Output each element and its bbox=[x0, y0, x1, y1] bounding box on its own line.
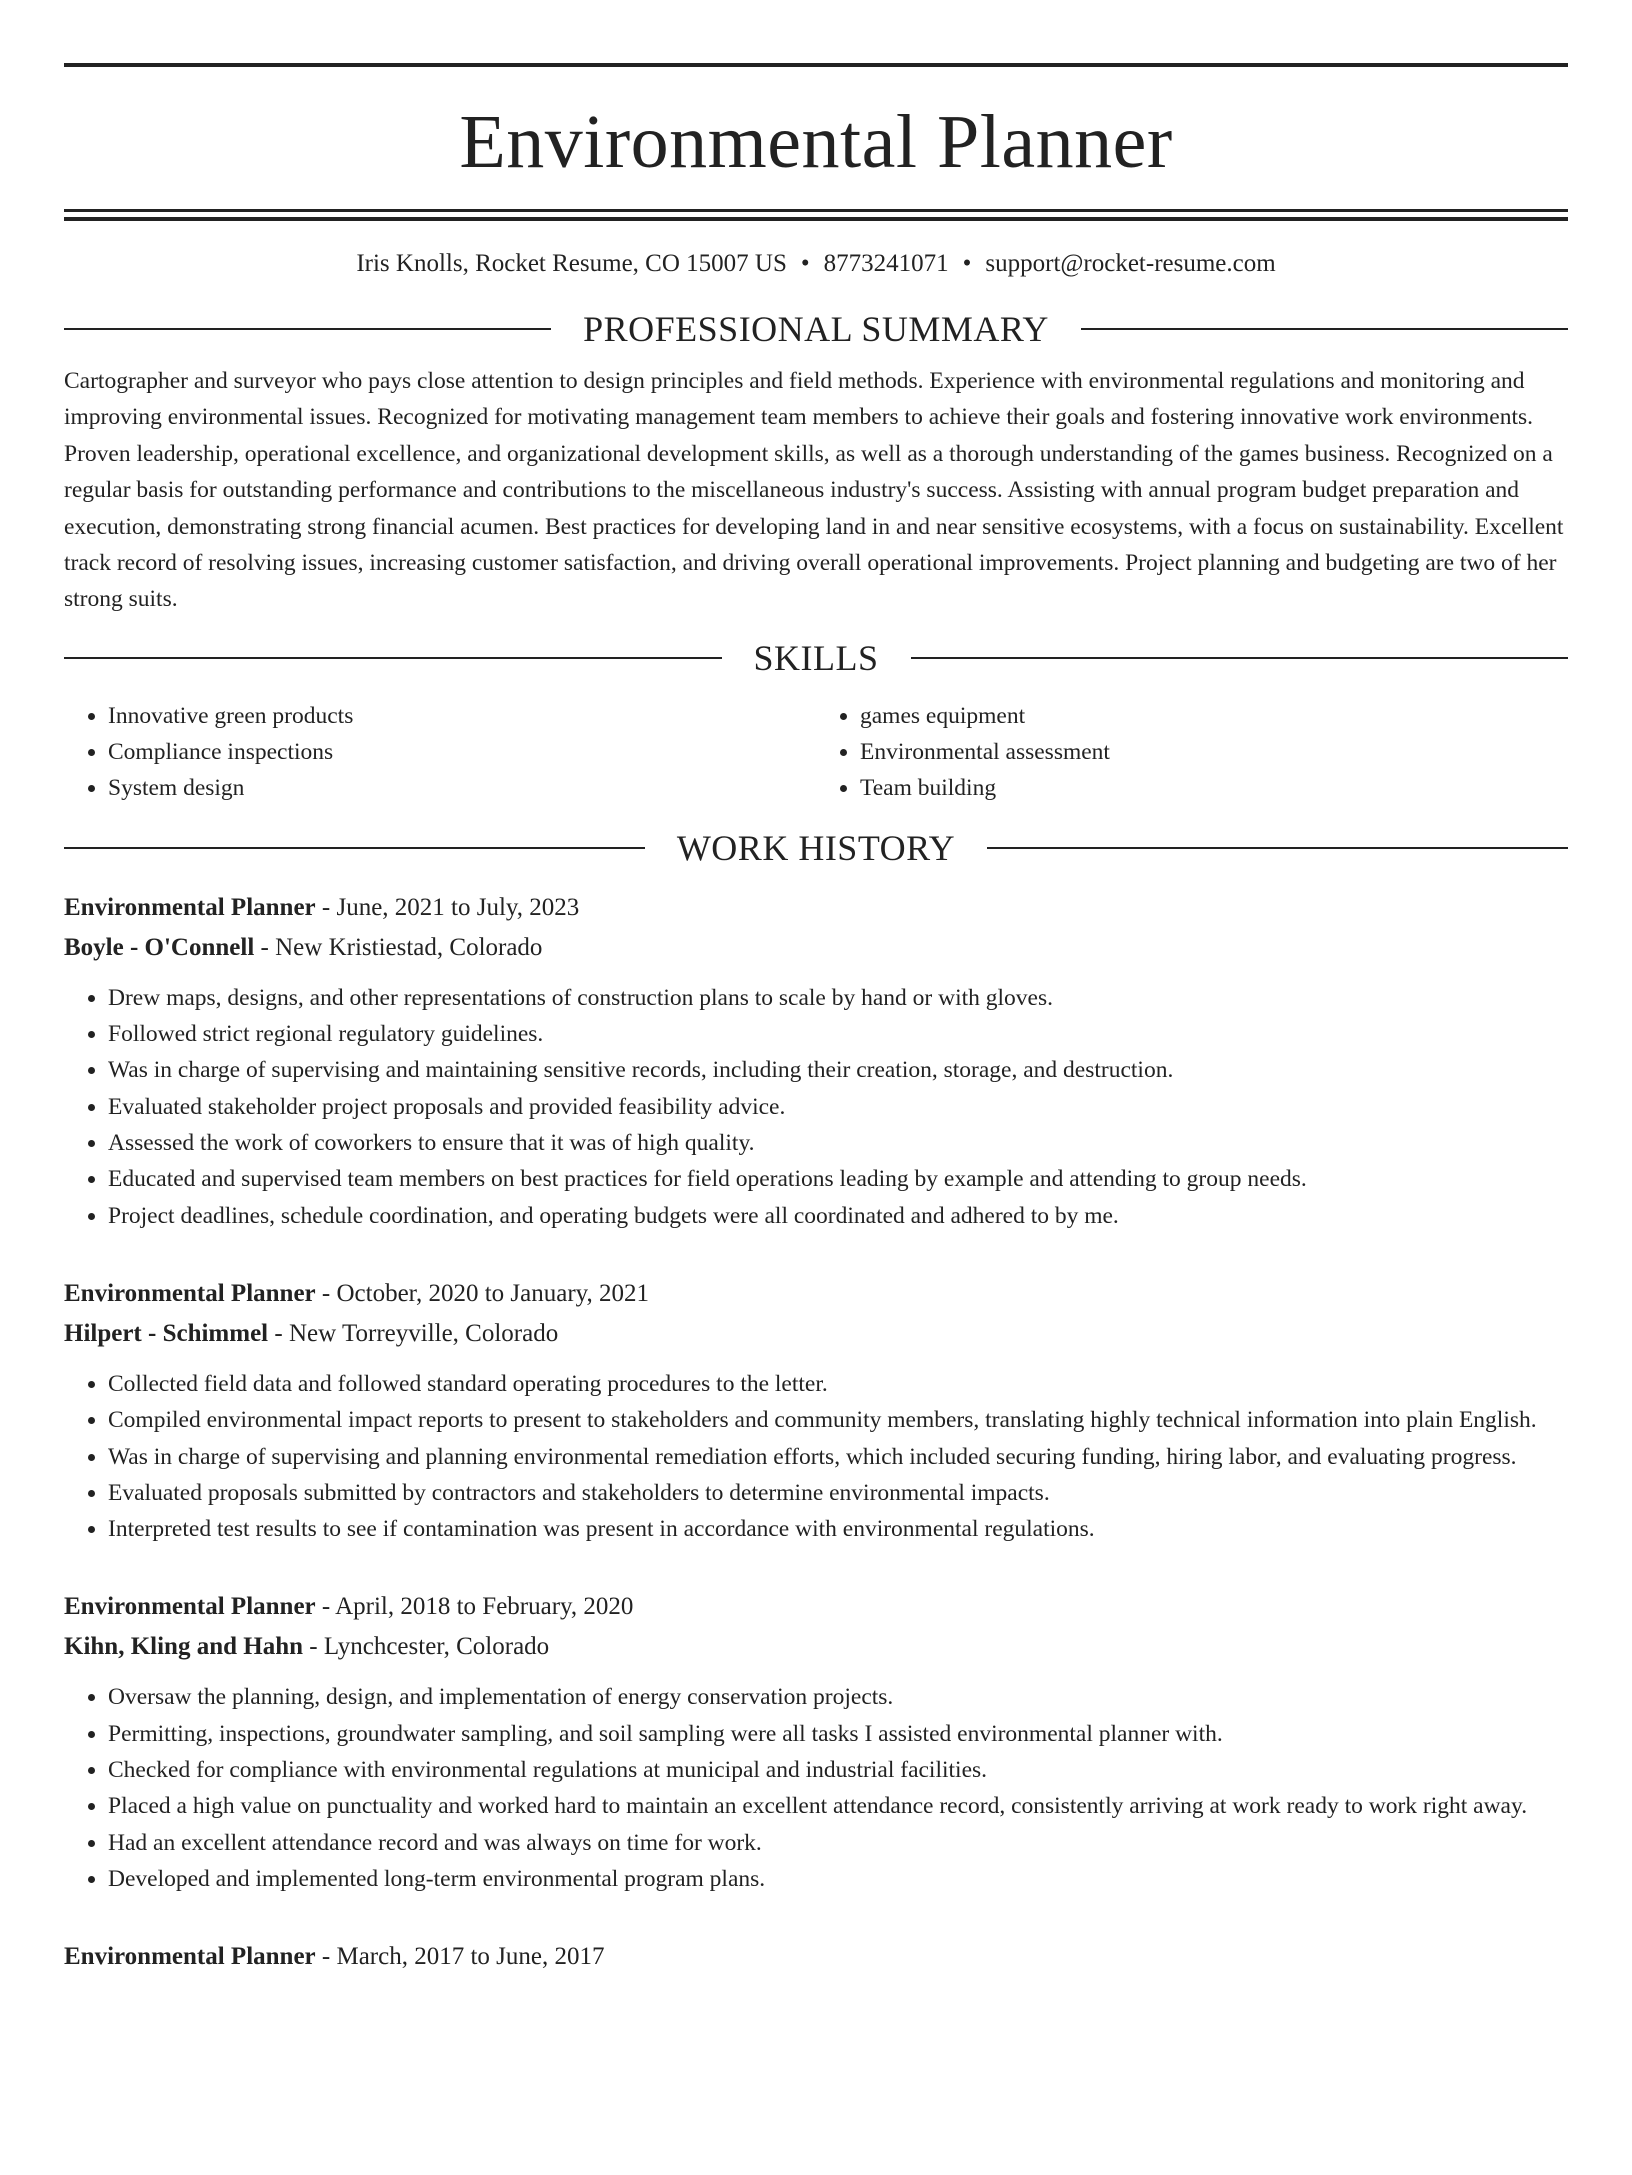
skills-column-left bbox=[64, 698, 816, 806]
job-bullet: • Permitting, inspections, groundwater sampling, and soil sampling were all tasks I assisted environmental planner with. bbox=[108, 1716, 1568, 1752]
job-dash: - bbox=[315, 1593, 336, 1621]
contact-line bbox=[64, 249, 1568, 279]
contact-phone: 8773241071 bbox=[823, 250, 949, 277]
section-heading-skills bbox=[64, 638, 1568, 678]
job-title-line bbox=[64, 1274, 1568, 1314]
job-title-line bbox=[64, 1587, 1568, 1627]
resume-page bbox=[0, 63, 1632, 2175]
job-bullet: • Developed and implemented long-term environmental program plans. bbox=[108, 1861, 1568, 1897]
skill-item: • System design bbox=[108, 770, 816, 806]
job-bullet: • Followed strict regional regulatory guidelines. bbox=[108, 1016, 1568, 1052]
heading-rule bbox=[64, 847, 645, 849]
heading-rule bbox=[1081, 328, 1568, 330]
job-dash: - bbox=[254, 933, 276, 961]
job-bullet: • Was in charge of supervising and maintaining sensitive records, including their creation, storage, and destruction. bbox=[108, 1052, 1568, 1088]
job-dash: - bbox=[315, 1943, 337, 1971]
job-company-line bbox=[64, 928, 1568, 968]
job-location: New Torreyville, Colorado bbox=[288, 1319, 559, 1347]
job-dates: April, 2018 to February, 2020 bbox=[335, 1593, 634, 1621]
job-bullet: • Project deadlines, schedule coordination, and operating budgets were all coordinated and adhered to by me. bbox=[108, 1198, 1568, 1234]
job-bullet: • Compiled environmental impact reports to present to stakeholders and community members, translating highly technical information into plain English. bbox=[108, 1402, 1568, 1438]
top-rule bbox=[64, 63, 1568, 67]
job-dates: March, 2017 to June, 2017 bbox=[336, 1943, 605, 1971]
job-entry bbox=[64, 1937, 1568, 1977]
job-company: Boyle - O'Connell bbox=[64, 933, 255, 961]
skill-item: • Innovative green products bbox=[108, 698, 816, 734]
job-bullet: • Was in charge of supervising and planning environmental remediation efforts, which included securing funding, hiring labor, and evaluating progress. bbox=[108, 1439, 1568, 1475]
title-double-rule bbox=[64, 209, 1568, 221]
job-location: New Kristiestad, Colorado bbox=[275, 933, 543, 961]
heading-rule bbox=[64, 657, 722, 659]
job-bullets bbox=[64, 1366, 1568, 1547]
heading-rule bbox=[64, 328, 551, 330]
job-entry bbox=[64, 1587, 1568, 1897]
skills-list bbox=[64, 698, 1568, 806]
job-dates: June, 2021 to July, 2023 bbox=[336, 893, 580, 921]
job-bullet: • Evaluated stakeholder project proposals and provided feasibility advice. bbox=[108, 1089, 1568, 1125]
job-bullet: • Assessed the work of coworkers to ensure that it was of high quality. bbox=[108, 1125, 1568, 1161]
job-title-line bbox=[64, 888, 1568, 928]
contact-email: support@rocket-resume.com bbox=[985, 250, 1276, 277]
job-title: Environmental Planner bbox=[64, 1943, 316, 1971]
section-title: PROFESSIONAL SUMMARY bbox=[583, 309, 1049, 349]
job-bullet: • Interpreted test results to see if contamination was present in accordance with environmental regulations. bbox=[108, 1511, 1568, 1547]
job-bullet: • Educated and supervised team members on best practices for field operations leading by example and attending to group needs. bbox=[108, 1161, 1568, 1197]
job-title-line bbox=[64, 1937, 1568, 1977]
job-bullet: • Drew maps, designs, and other representations of construction plans to scale by hand or with gloves. bbox=[108, 980, 1568, 1016]
contact-separator: • bbox=[800, 250, 810, 277]
skill-item: • Compliance inspections bbox=[108, 734, 816, 770]
section-heading-summary bbox=[64, 309, 1568, 349]
skill-item: • Team building bbox=[860, 770, 1568, 806]
job-bullets bbox=[64, 1679, 1568, 1897]
section-title: SKILLS bbox=[753, 637, 879, 678]
job-title: Environmental Planner bbox=[64, 1593, 316, 1621]
job-dash: - bbox=[268, 1319, 289, 1347]
job-dates: October, 2020 to January, 2021 bbox=[336, 1279, 650, 1307]
job-bullets bbox=[64, 980, 1568, 1234]
resume-title: Environmental Planner bbox=[459, 100, 1173, 184]
job-company-line bbox=[64, 1627, 1568, 1667]
contact-address: Iris Knolls, Rocket Resume, CO 15007 US bbox=[356, 250, 787, 277]
job-bullet: • Collected field data and followed standard operating procedures to the letter. bbox=[108, 1366, 1568, 1402]
job-entry bbox=[64, 888, 1568, 1234]
job-dash: - bbox=[315, 1279, 337, 1307]
job-title: Environmental Planner bbox=[64, 893, 316, 921]
job-entry bbox=[64, 1274, 1568, 1547]
summary-text: Cartographer and surveyor who pays close attention to design principles and field methods. Experience with environmental regulations and monitoring and improving environmental issues. Recognized for motivating management team members to achieve their goals and fostering innovative work environments. Proven leadership, operational excellence, and organizational development skills, as well as a thorough understanding of the games business. Recognized on a regular basis for outstanding performance and contributions to the miscellaneous industry's success. Assisting with annual program budget preparation and execution, demonstrating strong financial acumen. Best practices for developing land in and near sensitive ecosystems, with a focus on sustainability. Excellent track record of resolving issues, increasing customer satisfaction, and driving overall operational improvements. Project planning and budgeting are two of her strong suits. bbox=[64, 368, 1564, 613]
job-bullet: • Checked for compliance with environmental regulations at municipal and industrial facilities. bbox=[108, 1752, 1568, 1788]
job-bullet: • Placed a high value on punctuality and worked hard to maintain an excellent attendance record, consistently arriving at work ready to work right away. bbox=[108, 1788, 1568, 1824]
job-dash: - bbox=[315, 893, 337, 921]
job-company: Kihn, Kling and Hahn bbox=[64, 1633, 304, 1661]
job-location: Lynchcester, Colorado bbox=[323, 1633, 550, 1661]
job-title: Environmental Planner bbox=[64, 1279, 316, 1307]
section-title: WORK HISTORY bbox=[676, 827, 956, 868]
job-bullet: • Evaluated proposals submitted by contractors and stakeholders to determine environmental impacts. bbox=[108, 1475, 1568, 1511]
job-dash: - bbox=[303, 1633, 324, 1661]
job-company: Hilpert - Schimmel bbox=[64, 1319, 269, 1347]
job-bullet: • Had an excellent attendance record and was always on time for work. bbox=[108, 1825, 1568, 1861]
job-company-line bbox=[64, 1314, 1568, 1354]
skills-column-right bbox=[816, 698, 1568, 806]
skill-item: • Environmental assessment bbox=[860, 734, 1568, 770]
job-bullet: • Oversaw the planning, design, and implementation of energy conservation projects. bbox=[108, 1679, 1568, 1715]
contact-separator: • bbox=[962, 250, 972, 277]
section-heading-work-history bbox=[64, 828, 1568, 868]
skill-item: • games equipment bbox=[860, 698, 1568, 734]
heading-rule bbox=[911, 657, 1569, 659]
heading-rule bbox=[987, 847, 1568, 849]
